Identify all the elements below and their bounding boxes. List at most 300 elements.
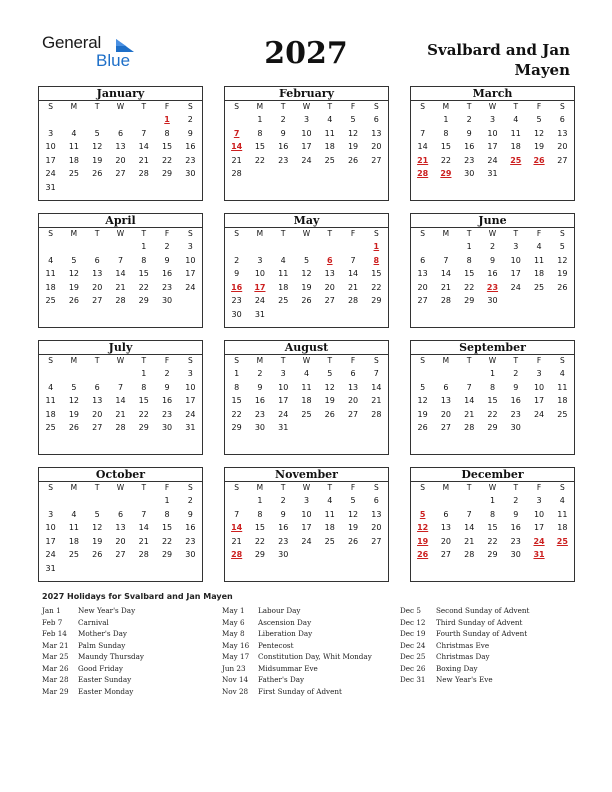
- holiday-name: First Sunday of Advent: [258, 686, 342, 696]
- week-row: [225, 113, 388, 127]
- holiday-item: [400, 605, 529, 617]
- month-august: [224, 340, 389, 455]
- day-cell: 11: [68, 142, 80, 151]
- holiday-date: Nov 14: [222, 675, 249, 684]
- empty-day-cell: [504, 294, 527, 308]
- weekday-label: M: [442, 483, 450, 492]
- weekday-label: W: [116, 483, 125, 492]
- holiday-item: [400, 617, 529, 629]
- day-cell: 12: [347, 128, 359, 138]
- empty-day-cell: [341, 421, 364, 435]
- day-cell: 9: [164, 382, 170, 392]
- day-cell: 18: [557, 523, 568, 532]
- weekday-label: S: [559, 483, 565, 492]
- day-cell: 21: [115, 409, 126, 419]
- day-cell: 2: [513, 369, 519, 378]
- weekday-label: S: [420, 229, 426, 238]
- holiday-day-cell: 21: [417, 155, 429, 165]
- day-cell: 14: [464, 523, 475, 532]
- holiday-name: Father's Day: [258, 675, 305, 684]
- day-cell: 17: [185, 396, 196, 405]
- day-cell: 13: [115, 523, 126, 532]
- day-cell: 23: [510, 409, 521, 419]
- day-cell: 12: [301, 269, 312, 278]
- day-cell: 29: [254, 550, 266, 559]
- day-cell: 5: [420, 382, 426, 392]
- empty-day-cell: [62, 181, 85, 195]
- weekday-label: S: [373, 483, 379, 492]
- day-cell: 1: [443, 115, 449, 124]
- empty-day-cell: [155, 181, 178, 195]
- day-cell: 9: [257, 382, 263, 392]
- day-cell: 15: [231, 396, 242, 405]
- empty-day-cell: [341, 167, 364, 181]
- day-cell: 19: [533, 142, 545, 151]
- empty-day-cell: [109, 240, 132, 254]
- day-cell: 12: [92, 142, 103, 151]
- holiday-item: [400, 674, 529, 686]
- day-cell: 30: [487, 296, 498, 305]
- day-cell: 17: [185, 269, 196, 278]
- day-cell: 16: [161, 396, 173, 405]
- day-cell: 26: [557, 282, 568, 292]
- week-row: [225, 494, 388, 508]
- empty-day-cell: [341, 240, 364, 254]
- weekday-label: S: [48, 102, 54, 111]
- day-cell: 23: [231, 296, 242, 305]
- day-cell: 28: [138, 550, 149, 559]
- month-june: [410, 213, 575, 328]
- day-cell: 11: [557, 382, 568, 392]
- day-cell: 10: [533, 382, 545, 392]
- week-row: [39, 140, 202, 154]
- day-cell: 13: [347, 382, 359, 392]
- day-cell: 7: [141, 128, 147, 138]
- week-row: [39, 421, 202, 435]
- day-cell: 24: [45, 169, 56, 178]
- day-cell: 30: [254, 423, 266, 432]
- day-cell: 10: [533, 509, 545, 519]
- weekday-label: M: [70, 229, 78, 238]
- holiday-date: Jan 1: [42, 606, 61, 615]
- weekday-label: S: [559, 356, 565, 365]
- holiday-item: [222, 674, 372, 686]
- holiday-day-cell: 1: [164, 115, 170, 124]
- week-row: [39, 167, 202, 181]
- weekday-label: S: [420, 356, 426, 365]
- month-may: [224, 213, 389, 328]
- empty-day-cell: [341, 308, 364, 322]
- day-cell: 8: [164, 128, 170, 138]
- week-row: [225, 367, 388, 381]
- day-cell: 25: [324, 155, 335, 165]
- day-cell: 1: [234, 369, 240, 378]
- day-cell: 13: [371, 128, 382, 138]
- week-row: [411, 240, 574, 254]
- week-row: [39, 394, 202, 408]
- empty-day-cell: [62, 113, 85, 127]
- weekday-label: S: [187, 483, 193, 492]
- weekday-label: F: [350, 229, 356, 238]
- day-cell: 6: [94, 255, 100, 265]
- weekday-label: S: [559, 229, 565, 238]
- week-row: [411, 154, 574, 168]
- day-cell: 5: [71, 382, 77, 392]
- day-cell: 18: [510, 142, 521, 151]
- holiday-date: Dec 24: [400, 640, 426, 650]
- week-row: [225, 421, 388, 435]
- day-cell: 7: [141, 509, 147, 519]
- region-title-line-1: Svalbard and Jan: [427, 41, 570, 59]
- day-cell: 24: [185, 282, 196, 292]
- empty-day-cell: [132, 113, 155, 127]
- day-cell: 29: [161, 550, 173, 559]
- holiday-date: May 8: [222, 629, 245, 638]
- day-cell: 7: [373, 369, 379, 378]
- week-row: [39, 381, 202, 395]
- holiday-date: Mar 25: [42, 652, 69, 661]
- day-cell: 13: [440, 396, 452, 405]
- holiday-day-cell: 29: [440, 169, 452, 178]
- weekday-label: S: [373, 102, 379, 111]
- weekday-label: T: [141, 356, 147, 365]
- week-row: [411, 267, 574, 281]
- day-cell: 9: [280, 509, 286, 519]
- empty-day-cell: [179, 181, 202, 195]
- day-cell: 24: [533, 409, 545, 419]
- weekday-label: S: [187, 102, 193, 111]
- day-cell: 31: [45, 563, 56, 573]
- day-cell: 29: [371, 296, 382, 305]
- holiday-item: [400, 651, 529, 663]
- week-row: [411, 494, 574, 508]
- day-cell: 1: [141, 242, 147, 251]
- holiday-date: Jun 23: [222, 663, 246, 673]
- weekday-label: M: [70, 356, 78, 365]
- logo-blue-text: Blue: [96, 51, 131, 70]
- day-cell: 27: [440, 423, 452, 432]
- empty-day-cell: [109, 181, 132, 195]
- empty-day-cell: [318, 308, 341, 322]
- empty-day-cell: [132, 494, 155, 508]
- weekday-label: W: [302, 483, 311, 492]
- holiday-item: [42, 663, 144, 675]
- weekday-label: S: [234, 229, 240, 238]
- day-cell: 21: [440, 282, 452, 292]
- weekday-label: T: [327, 229, 333, 238]
- holiday-day-cell: 24: [533, 536, 545, 546]
- weekday-label: S: [48, 356, 54, 365]
- day-cell: 2: [280, 496, 286, 505]
- day-cell: 15: [254, 142, 266, 151]
- holiday-name: Maundy Thursday: [78, 652, 144, 661]
- day-cell: 2: [466, 115, 472, 124]
- day-cell: 9: [187, 509, 193, 519]
- week-row: [411, 508, 574, 522]
- day-cell: 3: [280, 369, 286, 378]
- day-cell: 12: [533, 128, 545, 138]
- day-cell: 18: [324, 523, 335, 532]
- day-cell: 23: [464, 155, 475, 165]
- day-cell: 28: [138, 169, 149, 178]
- day-cell: 4: [327, 496, 333, 505]
- holidays-list: [42, 592, 582, 715]
- empty-day-cell: [295, 240, 318, 254]
- day-cell: 2: [234, 255, 240, 265]
- empty-day-cell: [86, 367, 109, 381]
- day-cell: 8: [141, 382, 147, 392]
- weekday-label: T: [280, 356, 286, 365]
- weekday-label: M: [442, 229, 450, 238]
- empty-day-cell: [62, 562, 85, 576]
- weekday-header-row: [411, 482, 574, 494]
- day-cell: 7: [466, 382, 472, 392]
- day-cell: 3: [187, 242, 193, 251]
- day-cell: 17: [301, 142, 312, 151]
- day-cell: 16: [254, 396, 266, 405]
- day-cell: 28: [115, 423, 126, 432]
- holiday-name: Christmas Day: [436, 652, 490, 661]
- holiday-name: Palm Sunday: [78, 640, 126, 650]
- day-cell: 31: [185, 423, 196, 432]
- holiday-day-cell: 31: [533, 550, 545, 559]
- weekday-label: F: [536, 356, 542, 365]
- day-cell: 4: [48, 255, 54, 265]
- holiday-name: Second Sunday of Advent: [436, 606, 530, 615]
- empty-day-cell: [365, 421, 388, 435]
- weekday-label: W: [116, 102, 125, 111]
- day-cell: 4: [536, 242, 542, 251]
- day-cell: 7: [443, 255, 449, 265]
- holiday-date: Feb 7: [42, 617, 63, 627]
- holiday-date: Mar 29: [42, 686, 69, 696]
- week-row: [411, 421, 574, 435]
- holiday-name: Mother's Day: [78, 629, 127, 638]
- empty-day-cell: [318, 548, 341, 562]
- empty-day-cell: [365, 308, 388, 322]
- day-cell: 22: [254, 536, 266, 546]
- holiday-name: Liberation Day: [258, 629, 313, 638]
- empty-day-cell: [527, 421, 550, 435]
- weekday-label: T: [466, 356, 472, 365]
- day-cell: 27: [347, 409, 359, 419]
- day-cell: 28: [115, 296, 126, 305]
- day-cell: 21: [371, 396, 382, 405]
- empty-day-cell: [551, 421, 574, 435]
- week-row: [225, 140, 388, 154]
- calendar-year: 2027: [264, 36, 348, 71]
- day-cell: 13: [417, 269, 428, 278]
- week-row: [225, 294, 388, 308]
- day-cell: 30: [185, 169, 196, 178]
- month-july: [38, 340, 203, 455]
- empty-day-cell: [179, 562, 202, 576]
- day-cell: 10: [510, 255, 521, 265]
- day-cell: 19: [347, 523, 359, 532]
- day-cell: 17: [510, 269, 521, 278]
- day-cell: 30: [161, 296, 173, 305]
- day-cell: 31: [45, 182, 56, 192]
- weekday-header-row: [225, 101, 388, 113]
- empty-day-cell: [225, 240, 248, 254]
- day-cell: 15: [161, 142, 173, 151]
- weekday-label: T: [466, 229, 472, 238]
- day-cell: 20: [92, 282, 103, 292]
- day-cell: 3: [48, 128, 54, 138]
- day-cell: 22: [487, 409, 498, 419]
- weekday-header-row: [39, 355, 202, 367]
- day-cell: 6: [94, 382, 100, 392]
- empty-day-cell: [132, 562, 155, 576]
- day-cell: 15: [138, 269, 149, 278]
- empty-day-cell: [458, 494, 481, 508]
- weekday-label: T: [141, 483, 147, 492]
- weekday-label: T: [513, 483, 519, 492]
- day-cell: 8: [234, 382, 240, 392]
- day-cell: 12: [417, 396, 428, 405]
- weekday-label: W: [116, 356, 125, 365]
- month-january: [38, 86, 203, 201]
- holiday-item: [42, 674, 144, 686]
- day-cell: 13: [92, 396, 103, 405]
- region-title: [427, 40, 570, 80]
- day-cell: 26: [92, 169, 103, 178]
- day-cell: 13: [440, 523, 452, 532]
- empty-day-cell: [62, 494, 85, 508]
- weekday-label: T: [280, 102, 286, 111]
- day-cell: 9: [234, 269, 240, 278]
- weekday-header-row: [39, 101, 202, 113]
- day-cell: 17: [278, 396, 289, 405]
- day-cell: 25: [324, 536, 335, 546]
- day-cell: 19: [92, 536, 103, 546]
- day-cell: 13: [324, 269, 335, 278]
- day-cell: 26: [417, 423, 428, 432]
- day-cell: 27: [371, 536, 382, 546]
- day-cell: 22: [161, 155, 173, 165]
- week-row: [225, 381, 388, 395]
- empty-day-cell: [318, 240, 341, 254]
- day-cell: 24: [185, 409, 196, 419]
- holiday-name: Fourth Sunday of Advent: [436, 629, 528, 638]
- empty-day-cell: [295, 308, 318, 322]
- week-row: [411, 381, 574, 395]
- day-cell: 31: [487, 169, 498, 178]
- day-cell: 25: [278, 296, 289, 305]
- day-cell: 12: [68, 396, 80, 405]
- day-cell: 21: [115, 282, 126, 292]
- holiday-date: Mar 28: [42, 675, 69, 684]
- day-cell: 19: [557, 269, 568, 278]
- day-cell: 28: [440, 296, 452, 305]
- day-cell: 26: [301, 296, 312, 305]
- day-cell: 15: [487, 396, 498, 405]
- holiday-day-cell: 25: [556, 536, 568, 546]
- weekday-label: M: [70, 102, 78, 111]
- empty-day-cell: [225, 494, 248, 508]
- weekday-label: S: [559, 102, 565, 111]
- day-cell: 4: [48, 382, 54, 392]
- day-cell: 14: [138, 142, 149, 151]
- day-cell: 13: [557, 128, 568, 138]
- day-cell: 2: [513, 496, 519, 505]
- day-cell: 8: [141, 255, 147, 265]
- week-row: [411, 294, 574, 308]
- day-cell: 10: [254, 269, 266, 278]
- day-cell: 2: [257, 369, 263, 378]
- holiday-item: [42, 617, 144, 629]
- day-cell: 7: [117, 382, 124, 392]
- logo-general-text: General: [42, 33, 102, 52]
- holiday-date: Dec 12: [400, 617, 426, 627]
- day-cell: 14: [138, 523, 149, 532]
- day-cell: 28: [371, 409, 382, 419]
- day-cell: 25: [45, 423, 56, 432]
- day-cell: 26: [347, 536, 359, 546]
- empty-day-cell: [39, 367, 62, 381]
- day-cell: 30: [464, 169, 475, 178]
- day-cell: 3: [187, 369, 193, 378]
- day-cell: 10: [301, 509, 312, 519]
- day-cell: 6: [559, 115, 565, 124]
- day-cell: 26: [324, 409, 335, 419]
- empty-day-cell: [86, 494, 109, 508]
- holiday-name: Labour Day: [258, 606, 301, 615]
- day-cell: 12: [92, 523, 103, 532]
- holidays-column: [222, 605, 372, 697]
- weekday-label: M: [442, 102, 450, 111]
- week-row: [411, 394, 574, 408]
- week-row: [225, 508, 388, 522]
- day-cell: 6: [350, 369, 356, 378]
- day-cell: 24: [487, 155, 498, 165]
- day-cell: 21: [138, 155, 149, 165]
- day-cell: 14: [347, 269, 359, 278]
- holiday-day-cell: 14: [231, 142, 243, 151]
- empty-day-cell: [272, 308, 295, 322]
- day-cell: 25: [68, 550, 80, 559]
- day-cell: 1: [164, 496, 170, 505]
- day-cell: 19: [68, 282, 80, 292]
- day-cell: 4: [327, 115, 333, 124]
- week-row: [225, 408, 388, 422]
- day-cell: 8: [489, 509, 496, 519]
- day-cell: 24: [45, 550, 56, 559]
- day-cell: 6: [443, 509, 449, 519]
- empty-day-cell: [434, 367, 457, 381]
- day-cell: 10: [278, 382, 289, 392]
- empty-day-cell: [248, 167, 271, 181]
- day-cell: 12: [324, 382, 335, 392]
- week-row: [411, 535, 574, 549]
- brand-logo: [42, 33, 142, 73]
- empty-day-cell: [434, 494, 457, 508]
- holiday-day-cell: 26: [533, 155, 545, 165]
- empty-day-cell: [527, 167, 550, 181]
- weekday-label: T: [141, 102, 147, 111]
- week-row: [39, 240, 202, 254]
- day-cell: 17: [45, 155, 56, 165]
- day-cell: 28: [464, 550, 475, 559]
- holiday-item: [42, 651, 144, 663]
- day-cell: 11: [324, 509, 335, 519]
- week-row: [411, 254, 574, 268]
- weekday-label: S: [420, 102, 426, 111]
- day-cell: 5: [327, 369, 333, 378]
- day-cell: 18: [324, 142, 335, 151]
- page-header: [0, 0, 612, 86]
- week-row: [39, 535, 202, 549]
